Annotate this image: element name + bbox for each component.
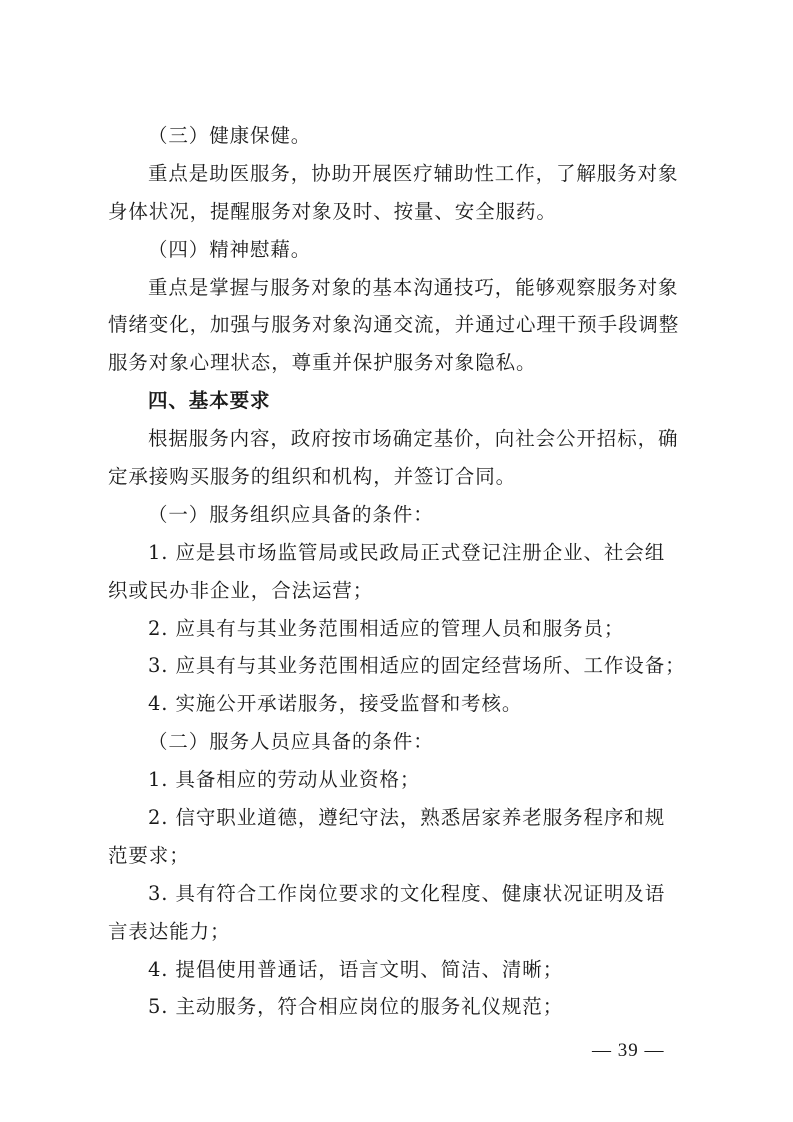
- subheading-organization-conditions: （一）服务组织应具备的条件：: [148, 502, 434, 526]
- page-number: — 39 —: [592, 1040, 665, 1061]
- list-item: 4. 提倡使用普通话，语言文明、简洁、清晰；: [148, 957, 564, 981]
- paragraph-line: 重点是掌握与服务对象的基本沟通技巧，能够观察服务对象: [148, 275, 679, 299]
- list-item: 2. 应具有与其业务范围相适应的管理人员和服务员；: [148, 616, 625, 640]
- subheading-spiritual-comfort: （四）精神慰藉。: [148, 237, 312, 261]
- paragraph-line: 情绪变化，加强与服务对象沟通交流，并通过心理干预手段调整: [108, 313, 680, 337]
- paragraph-line: 定承接购买服务的组织和机构，并签订合同。: [108, 465, 517, 489]
- paragraph-line: 根据服务内容，政府按市场确定基价，向社会公开招标，确: [148, 427, 679, 451]
- subheading-staff-conditions: （二）服务人员应具备的条件：: [148, 730, 434, 754]
- list-item-continuation: 范要求；: [108, 843, 190, 867]
- list-item-continuation: 织或民办非企业，合法运营；: [108, 578, 374, 602]
- subheading-health-care: （三）健康保健。: [148, 124, 312, 147]
- list-item: 3. 应具有与其业务范围相适应的固定经营场所、工作设备；: [148, 654, 686, 678]
- paragraph-line: 重点是助医服务，协助开展医疗辅助性工作，了解服务对象: [148, 161, 679, 185]
- list-item: 4. 实施公开承诺服务，接受监督和考核。: [148, 692, 523, 716]
- list-item: 2. 信守职业道德，遵纪守法，熟悉居家养老服务程序和规: [148, 806, 666, 830]
- section-heading-basic-requirements: 四、基本要求: [148, 389, 271, 413]
- paragraph-line: 服务对象心理状态，尊重并保护服务对象隐私。: [108, 351, 537, 375]
- paragraph-line: 身体状况，提醒服务对象及时、按量、安全服药。: [108, 199, 557, 223]
- document-body: [108, 117, 696, 1026]
- list-item: 3. 具有符合工作岗位要求的文化程度、健康状况证明及语: [148, 881, 666, 905]
- list-item: 1. 应是县市场监管局或民政局正式登记注册企业、社会组: [148, 540, 666, 564]
- list-item: 1. 具备相应的劳动从业资格；: [148, 768, 421, 792]
- list-item-continuation: 言表达能力；: [108, 919, 231, 943]
- list-item: 5. 主动服务，符合相应岗位的服务礼仪规范；: [148, 995, 564, 1019]
